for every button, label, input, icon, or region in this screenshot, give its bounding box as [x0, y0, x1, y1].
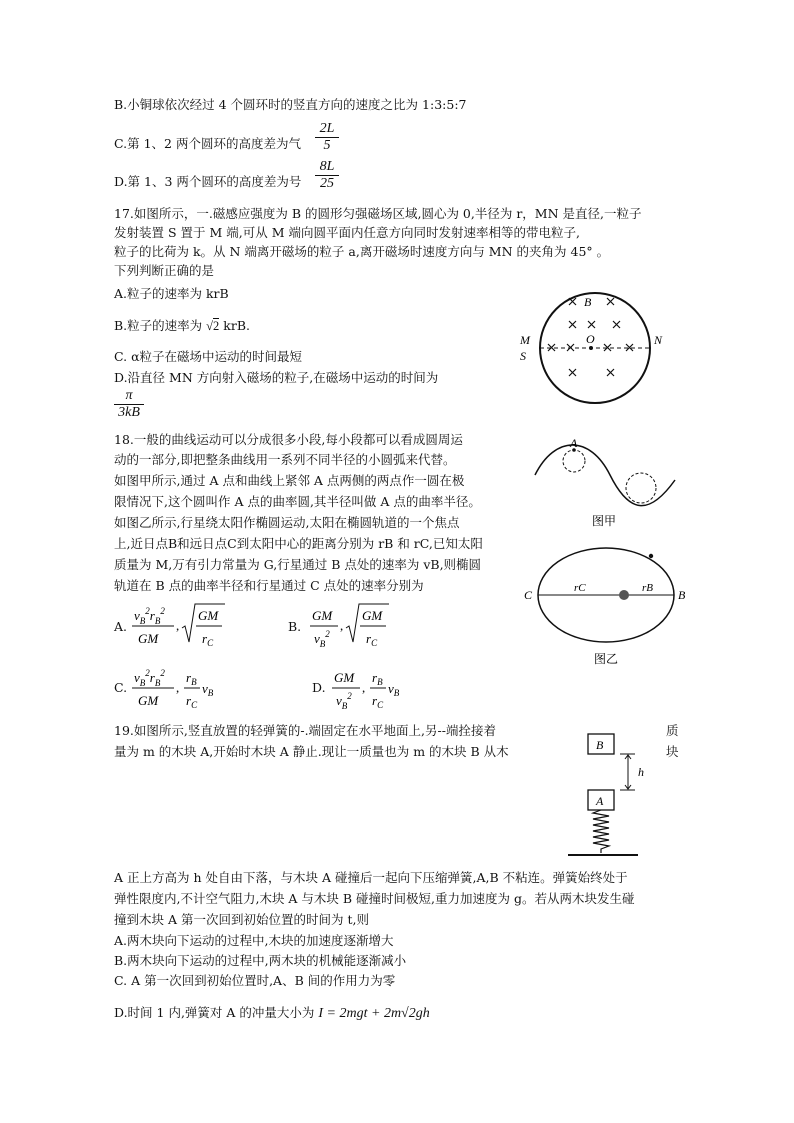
q17-option-d-fraction — [114, 388, 144, 421]
label-b: B — [584, 295, 592, 309]
caption-yi: 图乙 — [594, 652, 619, 666]
q19-option-d-prefix: D.时间 1 内,弹簧对 A 的冲量大小为 — [114, 1005, 315, 1020]
label-h: h — [638, 765, 644, 779]
q18-stem-line: 限情况下,这个圆叫作 A 点的曲率圆,其半径叫做 A 点的曲率半径。 — [114, 494, 481, 509]
fraction-denominator: 25 — [320, 176, 334, 191]
svg-text:rC: $r_C$ — [372, 693, 384, 710]
q17-option-a: A.粒子的速率为 krB — [114, 286, 229, 301]
curvature-circle-a — [563, 450, 585, 472]
svg-text:rC: $r_C$ — [186, 693, 198, 710]
sun — [619, 590, 629, 600]
svg-text:GM: GM — [334, 670, 355, 685]
q17-stem-line: 粒子的比荷为 k。从 N 端离开磁场的粒子 a,离开磁场时速度方向与 MN 的夹角为 45° 。 — [114, 244, 610, 259]
label-rb: rB — [642, 582, 653, 594]
q19-stem-line: 撞到木块 A 第一次回到初始位置的时间为 t,则 — [114, 912, 369, 927]
q16-option-d: D.第 1、3 两个圆环的高度差为号 — [114, 174, 302, 189]
svg-text:,: , — [176, 680, 180, 695]
q19-stem-line: 弹性限度内,不计空气阻力,木块 A 与木块 B 碰撞时间极短,重力加速度为 g。若从两木块发生碰 — [114, 891, 635, 906]
q18-stem-line: 动的一部分,即把整条曲线用一系列不同半径的小圆弧来代替。 — [114, 452, 456, 467]
svg-text:rC: $r_C$ — [366, 631, 378, 648]
q18-option-c-formula — [130, 662, 230, 714]
svg-text:rC: $r_C$ — [202, 631, 214, 648]
svg-text:vB: $v_B$ — [202, 681, 214, 698]
magnetic-field-figure — [510, 282, 670, 412]
svg-text:GM: GM — [138, 693, 159, 708]
q18-option-d-label: D. — [312, 680, 326, 695]
q16-option-c: C.第 1、2 两个圆环的高度差为气 — [114, 136, 301, 151]
spring-blocks-figure — [560, 722, 670, 862]
q19-option-c: C. A 第一次回到初始位置时,A、B 间的作用力为零 — [114, 973, 396, 988]
sqrt-two-symbol: √2 — [206, 319, 220, 333]
label-s: S — [520, 349, 526, 363]
svg-text:GM: GM — [362, 608, 383, 623]
svg-text:GM: GM — [138, 631, 159, 646]
q16-option-c-fraction — [315, 121, 339, 154]
svg-text:GM: GM — [312, 608, 333, 623]
label-block-b: B — [596, 738, 604, 752]
label-a: A — [570, 436, 578, 450]
label-o: O — [586, 332, 595, 346]
q19-stem-line: A 正上方高为 h 处自由下落，与木块 A 碰撞后一起向下压缩弹簧,A,B 不粘连。弹簧始终处于 — [114, 870, 628, 885]
q18-stem-line: 如图甲所示,通过 A 点和曲线上紧邻 A 点两侧的两点作一圆在极 — [114, 473, 465, 488]
q19-stem-line: 19.如图所示,竖直放置的轻弹簧的-.端固定在水平地面上,另--端拴接着 — [114, 723, 496, 738]
label-block-a: A — [596, 794, 604, 808]
fraction-denominator: 3kB — [118, 405, 140, 420]
svg-text:vB2rB2: $v_B^2r_B^2$ — [134, 668, 165, 688]
fraction-numerator: 2L — [315, 121, 339, 138]
q19-option-d-formula: I = 2mgt + 2m√2gh — [318, 1006, 430, 1021]
svg-text:,: , — [362, 680, 366, 695]
label-m: M — [520, 333, 530, 347]
svg-text:,: , — [340, 618, 344, 633]
q18-option-a-label: A. — [114, 619, 128, 634]
svg-text:vB2rB2: $v_B^2r_B^2$ — [134, 606, 165, 626]
q18-option-b-label: B. — [288, 619, 302, 634]
q18-stem-line: 如图乙所示,行星绕太阳作椭圆运动,太阳在椭圆轨道的一个焦点 — [114, 515, 460, 530]
q17-stem-line: 下列判断正确的是 — [114, 263, 215, 278]
q18-option-b-formula — [308, 600, 398, 652]
curvature-figure-jia — [530, 435, 680, 530]
q18-stem-line: 质量为 M,万有引力常量为 G,行星通过 B 点处的速率为 vB,则椭圆 — [114, 557, 482, 572]
q18-stem-line: 18.一般的曲线运动可以分成很多小段,每小段都可以看成圆周运 — [114, 432, 463, 447]
label-b: B — [678, 588, 686, 602]
q17-option-b — [114, 318, 250, 334]
planet — [649, 554, 653, 558]
svg-text:rB: $r_B$ — [372, 670, 383, 687]
ellipse-orbit-figure — [518, 545, 688, 670]
q18-option-d-formula — [330, 662, 420, 714]
spring — [593, 810, 609, 853]
fraction-denominator: 5 — [323, 138, 331, 153]
q17-option-b-suffix: krB. — [223, 318, 250, 333]
label-n: N — [654, 333, 663, 347]
q17-option-b-prefix: B.粒子的速率为 — [114, 318, 203, 333]
curvature-circle-2 — [626, 473, 656, 503]
q16-option-b: B.小铜球依次经过 4 个圆环时的竖直方向的速度之比为 1:3:5:7 — [114, 97, 467, 112]
label-rc: rC — [574, 582, 586, 594]
q17-option-c: C. α粒子在磁场中运动的时间最短 — [114, 349, 303, 364]
q18-stem-line: 轨道在 B 点的曲率半径和行星通过 C 点处的速率分别为 — [114, 578, 424, 593]
q19-option-b: B.两木块向下运动的过程中,两木块的机械能逐渐减小 — [114, 953, 407, 968]
q18-stem-line: 上,近日点B和远日点C到太阳中心的距离分别为 rB 和 rC,已知太阳 — [114, 536, 483, 551]
q19-option-d — [114, 1005, 430, 1022]
q17-option-d: D.沿直径 MN 方向射入磁场的粒子,在磁场中运动的时间为 — [114, 370, 439, 385]
q19-option-a: A.两木块向下运动的过程中,木块的加速度逐渐增大 — [114, 933, 394, 948]
svg-text:GM: GM — [198, 608, 219, 623]
svg-text:vB2: $v_B^2$ — [314, 629, 330, 649]
q17-stem-line: 17.如图所示，一.磁感应强度为 B 的圆形匀强磁场区域,圆心为 0,半径为 r，MN 是直径,一粒子 — [114, 206, 642, 221]
sine-curve — [535, 445, 675, 506]
q19-stem-line-end: 块 — [666, 744, 679, 759]
center-point — [589, 346, 593, 350]
svg-text:,: , — [176, 618, 180, 633]
caption-jia: 图甲 — [592, 514, 617, 528]
q18-option-c-label: C. — [114, 680, 128, 695]
fraction-numerator: 8L — [315, 159, 339, 176]
q17-stem-line: 发射装置 S 置于 M 端,可从 M 端向圆平面内任意方向同时发射速率相等的带电粒子, — [114, 225, 580, 240]
svg-text:vB: $v_B$ — [388, 681, 400, 698]
fraction-numerator: π — [114, 388, 144, 405]
q19-stem-line-end: 质 — [666, 723, 679, 738]
q18-option-a-formula — [130, 600, 230, 652]
svg-text:vB2: $v_B^2$ — [336, 691, 352, 711]
q19-stem-line: 量为 m 的木块 A,开始时木块 A 静止.现让一质量也为 m 的木块 B 从木 — [114, 744, 509, 759]
svg-text:rB: $r_B$ — [186, 670, 197, 687]
q16-option-d-fraction — [315, 159, 339, 192]
label-c: C — [524, 588, 533, 602]
